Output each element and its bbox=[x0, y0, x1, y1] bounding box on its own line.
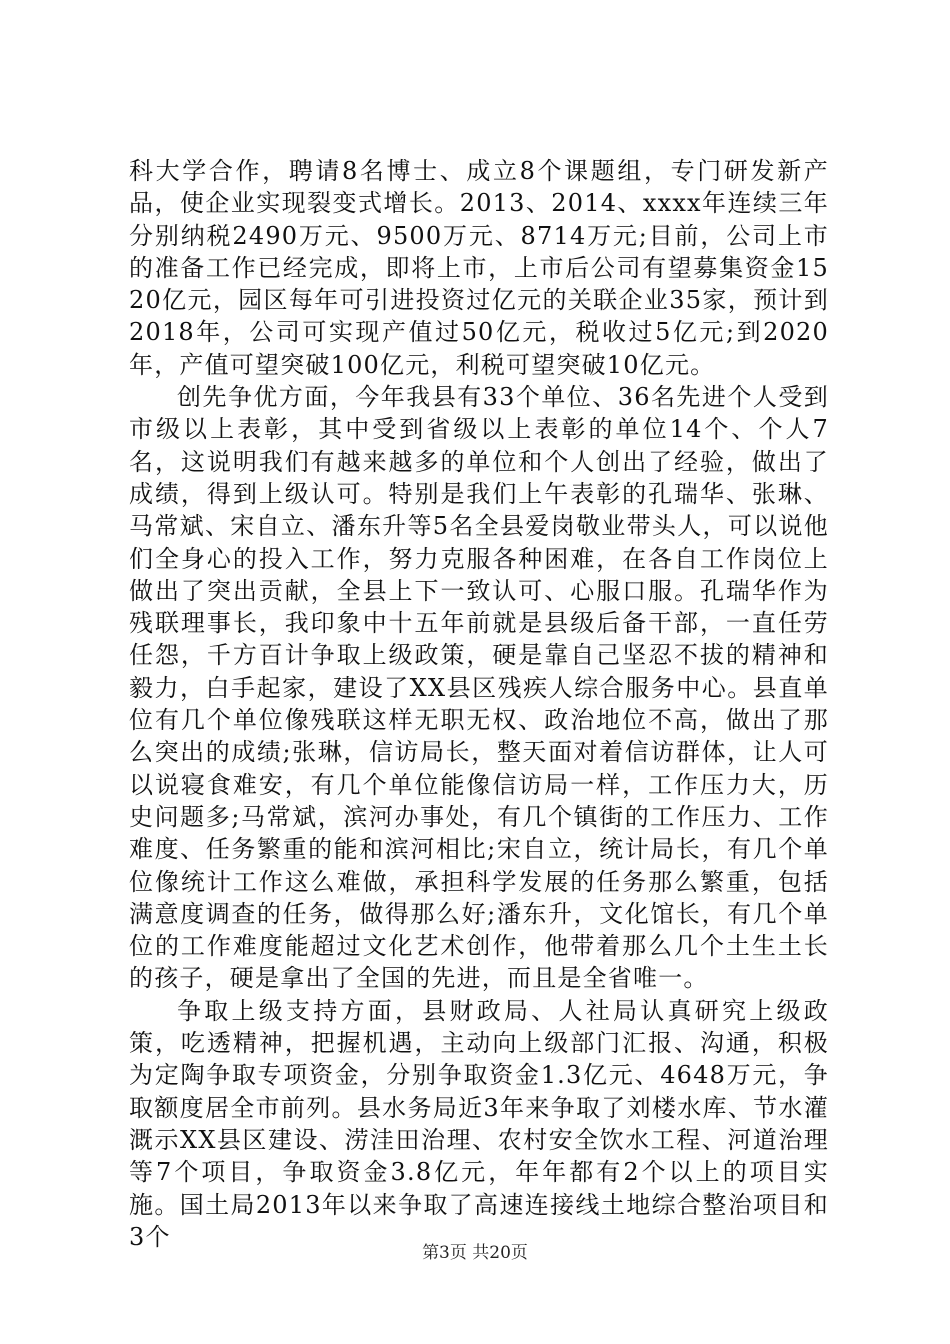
paragraph-continuation: 科大学合作，聘请8名博士、成立8个课题组，专门研发新产品，使企业实现裂变式增长。2013、2014、xxxx年连续三年分别纳税2490万元、9500万元、8714万元;目前，公司上市的准备工作已经完成，即将上市，上市后公司有望募集资金1520亿元，园区每年可引进投资过亿元的关联企业35家，预计到2018年，公司可实现产值过50亿元，税收过5亿元;到2020年，产值可望突破100亿元，利税可望突破10亿元。 bbox=[129, 157, 829, 379]
document-body bbox=[129, 155, 829, 1253]
paragraph-superior-support: 争取上级支持方面，县财政局、人社局认真研究上级政策，吃透精神，把握机遇，主动向上级部门汇报、沟通，积极为定陶争取专项资金，分别争取资金1.3亿元、4648万元，争取额度居全市前列。县水务局近3年来争取了刘楼水库、节水灌溉示XX县区建设、涝洼田治理、农村安全饮水工程、河道治理等7个项目，争取资金3.8亿元，年年都有2个以上的项目实施。国土局2013年以来争取了高速连接线土地综合整治项目和3个 bbox=[129, 996, 829, 1251]
paragraph-excellence-awards: 创先争优方面，今年我县有33个单位、36名先进个人受到市级以上表彰，其中受到省级以上表彰的单位14个、个人7名，这说明我们有越来越多的单位和个人创出了经验，做出了成绩，得到上级认可。特别是我们上午表彰的孔瑞华、张琳、马常斌、宋自立、潘东升等5名全县爱岗敬业带头人，可以说他们全身心的投入工作，努力克服各种困难，在各自工作岗位上做出了突出贡献，全县上下一致认可、心服口服。孔瑞华作为残联理事长，我印象中十五年前就是县级后备干部，一直任劳任怨，千方百计争取上级政策，硬是靠自己坚忍不拔的精神和毅力，白手起家，建设了XX县区残疾人综合服务中心。县直单位有几个单位像残联这样无职无权、政治地位不高，做出了那么突出的成绩;张琳，信访局长，整天面对着信访群体，让人可以说寝食难安，有几个单位能像信访局一样，工作压力大，历史问题多;马常斌，滨河办事处，有几个镇街的工作压力、工作难度、任务繁重的能和滨河相比;宋自立，统计局长，有几个单位像统计工作这么难做，承担科学发展的任务那么繁重，包括满意度调查的任务，做得那么好;潘东升，文化馆长，有几个单位的工作难度能超过文化艺术创作，他带着那么几个土生土长的孩子，硬是拿出了全国的先进，而且是全省唯一。 bbox=[129, 383, 829, 993]
page-footer: 第3页 共20页 bbox=[422, 1243, 528, 1263]
